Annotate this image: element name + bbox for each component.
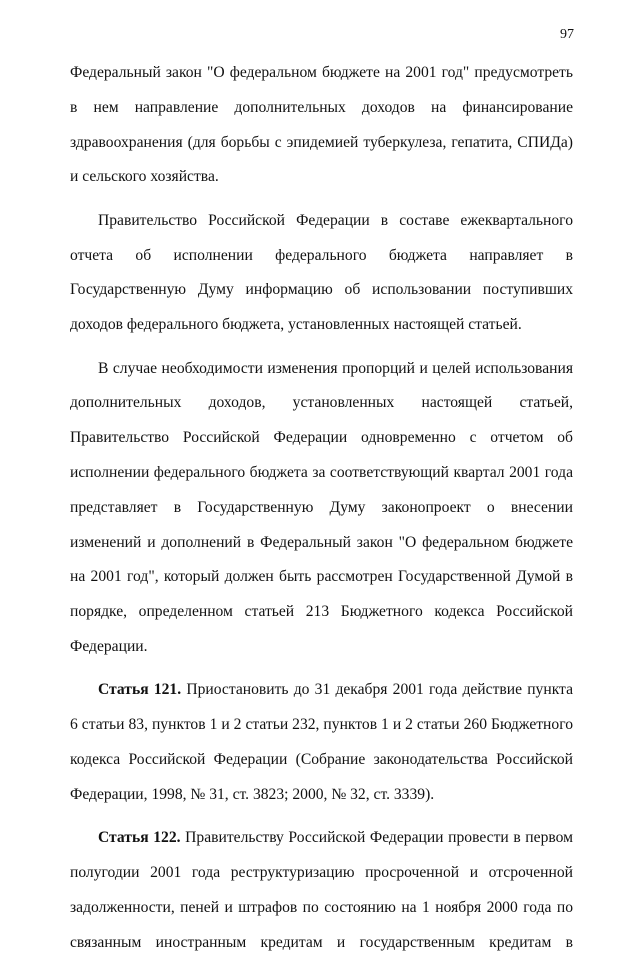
paragraph: Правительство Российской Федерации в составе ежеквартального отчета об исполнении федерального бюджета направляет в Государственную Думу информацию об использовании поступивших доходов федерального бюджета, установленных настоящей статьей.: [70, 211, 573, 334]
paragraph: Федеральный закон "О федеральном бюджете на 2001 год" предусмотреть в нем направление дополнительных доходов на финансирование здравоохранения (для борьбы с эпидемией туберкулеза, гепатита, СПИДа) и сельского хозяйства.: [70, 64, 573, 186]
article-122-paragraph: [70, 821, 573, 960]
page-number: 97: [560, 27, 574, 42]
article-label: Статья 121.: [98, 681, 182, 699]
article-text: Приостановить до 31 декабря 2001 года действие пункта 6 статьи 83, пунктов 1 и 2 статьи 232, пунктов 1 и 2 статьи 260 Бюджетного кодекса Российской Федерации (Собрание законодательства Российской Федерации, 1998, № 31, ст. 3823; 2000, № 32, ст. 3339).: [70, 681, 573, 803]
body-text: [70, 56, 573, 960]
paragraph: В случае необходимости изменения пропорций и целей использования дополнительных доходов, установленных настоящей статьей, Правительство Российской Федерации одновременно с отчетом об исполнении федерального бюджета за соответствующий квартал 2001 года представляет в Государственную Думу законопроект о внесении изменений и дополнений в Федеральный закон "О федеральном бюджете на 2001 год", который должен быть рассмотрен Государственной Думой в порядке, определенном статьей 213 Бюджетного кодекса Российской Федерации.: [70, 359, 573, 655]
article-text: Правительству Российской Федерации провести в первом полугодии 2001 года реструктуризацию просроченной и отсроченной задолженности, пеней и штрафов по состоянию на 1 ноября 2000 года по связанным иностранным кредитам и государственным кредитам в: [70, 829, 573, 951]
article-121-paragraph: [70, 673, 573, 812]
article-label: Статья 122.: [98, 829, 181, 847]
